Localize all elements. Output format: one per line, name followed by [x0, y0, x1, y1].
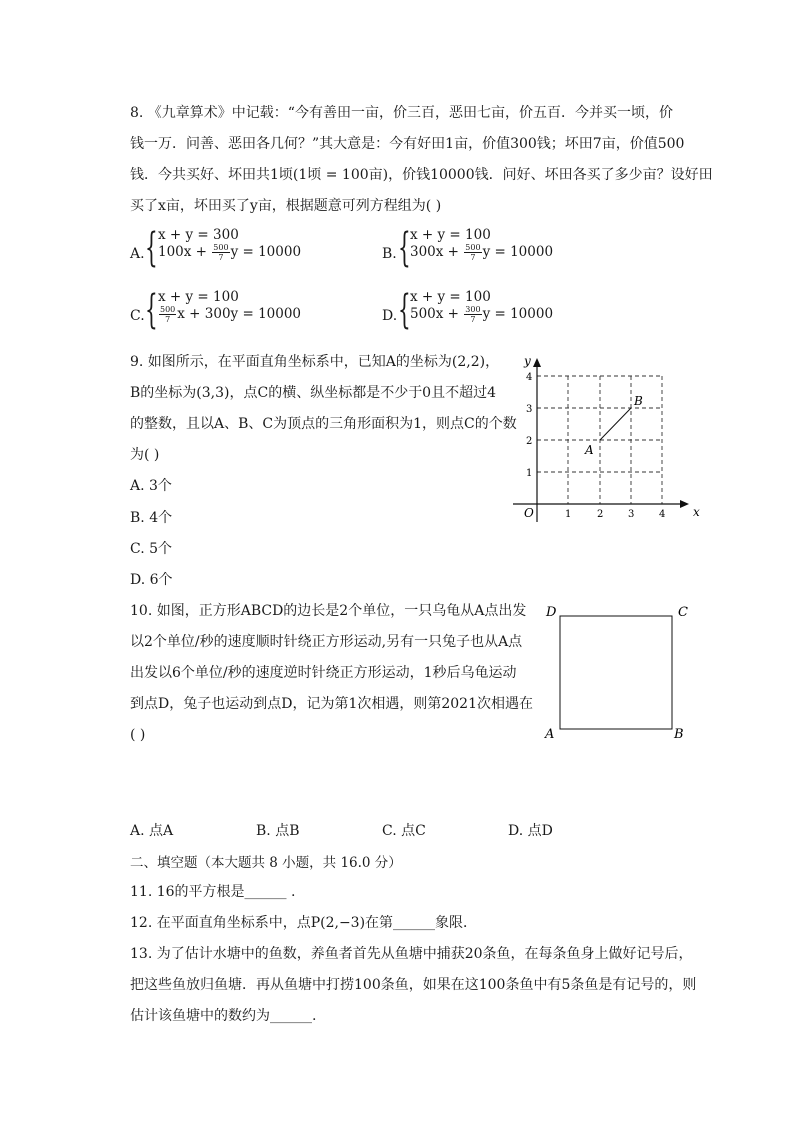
x-axis-label: x	[693, 505, 700, 519]
q10-option-a[interactable]: A. 点A	[130, 823, 174, 839]
q8-line-4: 买了x亩，坏田买了y亩，根据题意可列方程组为( )	[130, 198, 442, 214]
q10-line-3: 出发以6个单位/秒的速度逆时针绕正方形运动，1秒后乌龟运动	[130, 665, 517, 681]
q8-line-2: 钱一万．问善、恶田各几何？”其大意是：今有好田1亩，价值300钱；坏田7亩，价值500	[130, 136, 685, 152]
point-b-label: B	[634, 394, 643, 408]
origin-label: O	[524, 506, 534, 520]
q10-line-4: 到点D，兔子也运动到点D，记为第1次相遇，则第2021次相遇在	[130, 696, 533, 712]
q13-line-3: 估计该鱼塘中的数约为______.	[130, 1008, 317, 1024]
q10-option-d[interactable]: D. 点D	[508, 823, 553, 839]
question-12: 12. 在平面直角坐标系中，点P(2,−3)在第______象限．	[130, 915, 478, 931]
equation-row-2: 100x + $\frac{500}{7}$ y = 10000	[158, 243, 302, 262]
equation-row-1: x + y = 100	[158, 289, 239, 305]
q9-option-a[interactable]: A. 3个	[130, 478, 172, 494]
vertex-c-label: C	[678, 605, 688, 620]
q9-line-4: 为( )	[130, 447, 160, 463]
brace-symbol: {	[398, 225, 411, 271]
brace-symbol: {	[145, 287, 158, 333]
option-label: C.	[130, 308, 145, 324]
option-label: D.	[382, 308, 398, 324]
equation-row-2: $\frac{500}{7}$ x + 300y = 10000	[160, 305, 302, 324]
q13-line-2: 把这些鱼放归鱼塘．再从鱼塘中打捞100条鱼，如果在这100条鱼中有5条鱼是有记号的，则	[130, 977, 697, 993]
x-tick-label: 3	[628, 509, 635, 520]
q9-option-b[interactable]: B. 4个	[130, 510, 173, 526]
q10-option-b[interactable]: B. 点B	[256, 823, 300, 839]
square-abcd	[560, 616, 672, 729]
y-tick-label: 2	[526, 436, 533, 447]
vertex-d-label: D	[546, 605, 557, 620]
y-tick-label: 3	[526, 404, 533, 415]
q9-line-3: 的整数，且以A、B、C为顶点的三角形面积为1，则点C的个数	[130, 416, 517, 432]
q13-line-1: 13. 为了估计水塘中的鱼数，养鱼者首先从鱼塘中捕获20条鱼，在每条鱼身上做好记号后，	[130, 946, 693, 962]
q9-line-2: B的坐标为(3,3)，点C的横、纵坐标都是不少于0且不超过4	[130, 385, 497, 401]
square-abcd-figure	[540, 600, 690, 745]
point-a-label: A	[585, 443, 594, 457]
x-axis-arrow-icon	[680, 500, 689, 508]
option-label: A.	[130, 246, 145, 262]
y-axis-label: y	[524, 354, 531, 368]
vertex-b-label: B	[674, 727, 684, 742]
x-tick-label: 1	[565, 509, 572, 520]
equation-row-1: x + y = 300	[158, 227, 239, 243]
y-tick-label: 4	[526, 372, 533, 383]
brace-symbol: {	[398, 287, 411, 333]
q8-line-3: 钱．今共买好、坏田共1顷(1顷 = 100亩)，价钱10000钱．问好、坏田各买了多少亩？设好田	[130, 167, 713, 183]
x-tick-label: 2	[597, 509, 604, 520]
q10-line-1: 10. 如图，正方形ABCD的边长是2个单位，一只乌龟从A点出发	[130, 603, 527, 619]
question-11: 11. 16的平方根是______ .	[130, 884, 296, 900]
q10-option-c[interactable]: C. 点C	[382, 823, 426, 839]
segment-ab	[600, 408, 631, 440]
q9-line-1: 9. 如图所示，在平面直角坐标系中，已知A的坐标为(2,2)，	[130, 354, 500, 370]
equation-row-1: x + y = 100	[410, 289, 491, 305]
equation-row-2: 300x + $\frac{500}{7}$ y = 10000	[410, 243, 554, 262]
q10-line-5: ( )	[130, 727, 146, 743]
q8-line-1: 8. 《九章算术》中记载：“今有善田一亩，价三百，恶田七亩，价五百．今并买一顷，价	[130, 105, 673, 121]
q9-option-d[interactable]: D. 6个	[130, 572, 173, 588]
y-axis-arrow-icon	[533, 358, 541, 367]
option-label: B.	[382, 246, 397, 262]
equation-row-2: 500x + $\frac{300}{7}$ y = 10000	[410, 305, 554, 324]
coordinate-grid-figure	[505, 352, 700, 524]
vertex-a-label: A	[545, 727, 555, 742]
x-tick-label: 4	[659, 509, 666, 520]
q10-line-2: 以2个单位/秒的速度顺时针绕正方形运动,另有一只兔子也从A点	[130, 634, 523, 650]
brace-symbol: {	[145, 225, 158, 271]
section-heading: 二、填空题（本大题共 8 小题，共 16.0 分）	[130, 855, 402, 871]
y-tick-label: 1	[526, 468, 533, 479]
grid-lines	[537, 376, 662, 504]
equation-row-1: x + y = 100	[410, 227, 491, 243]
q9-option-c[interactable]: C. 5个	[130, 541, 173, 557]
